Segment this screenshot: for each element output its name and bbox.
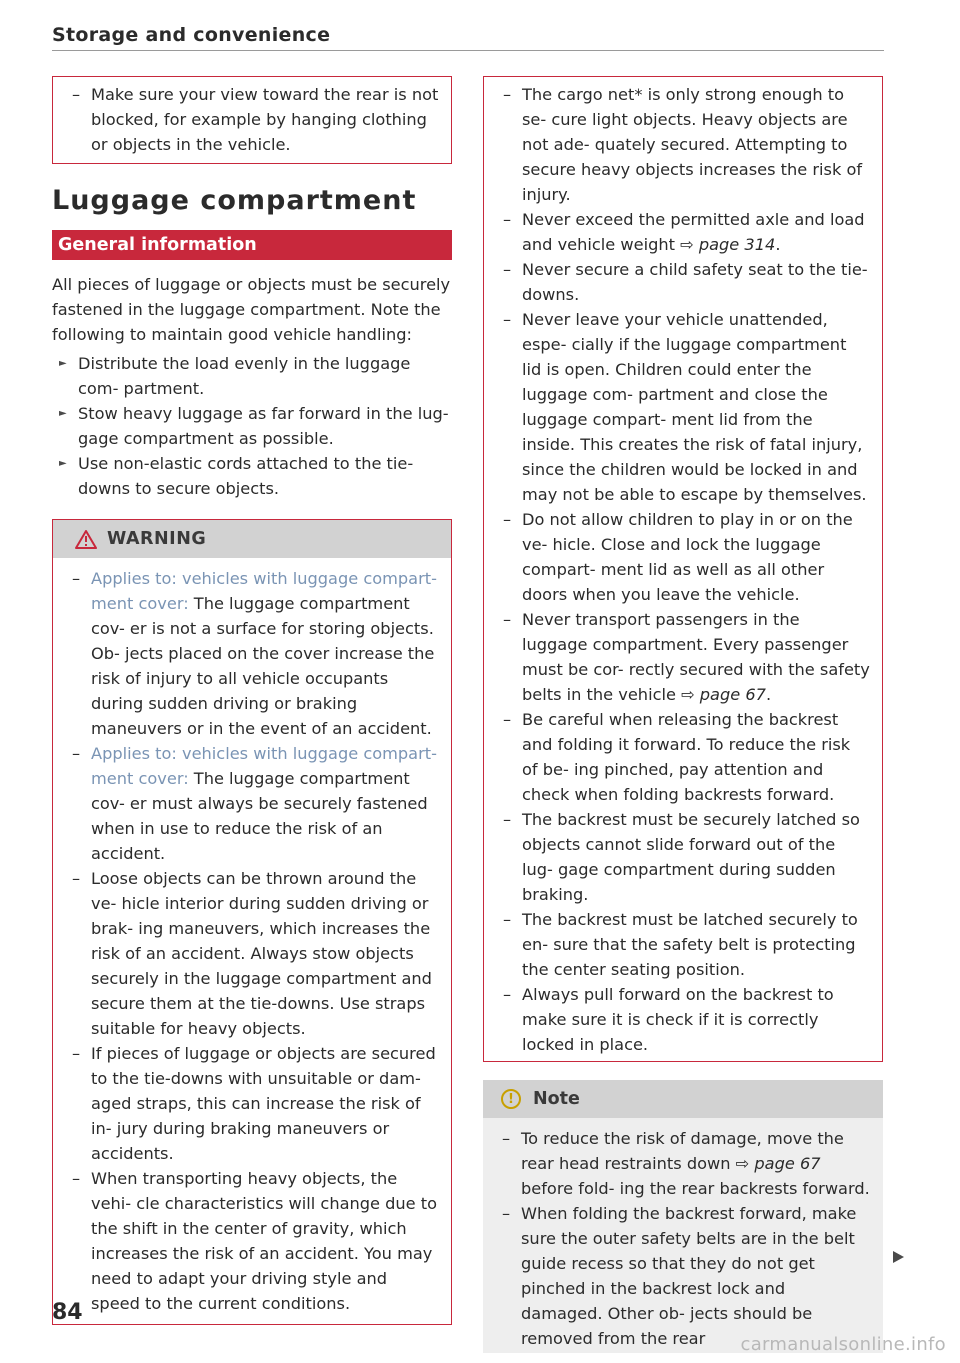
list-item (496, 207, 870, 257)
note-body (483, 1118, 883, 1353)
left-column (52, 76, 452, 1325)
warning-header (53, 520, 451, 558)
list-item: ► Use non-elastic cords attached to the tie-downs to secure objects. (52, 451, 452, 501)
list-item-text: . (765, 685, 772, 704)
list-item (495, 1126, 871, 1201)
running-header: Storage and convenience (52, 24, 331, 46)
list-item-text: The luggage compartment cov- er is not a surface for storing objects. Ob- jects placed on the cover increase the risk of injury to all vehicle occupants during sudden driving or braking maneuvers or in the event of an accident. (91, 594, 435, 738)
continued-arrow-icon (893, 1251, 904, 1263)
list-item-text: . (775, 235, 781, 254)
list-item: – The cargo net* is only strong enough to se- cure light objects. Heavy objects are not ade- quately secured. Attempting to secure heavy objects increases the risk of injury. (496, 82, 870, 207)
page-number: 84 (52, 1300, 83, 1325)
applies-to-label: Applies to: vehicles with luggage compart- ment cover: (91, 569, 437, 613)
list-item: – Never leave your vehicle unattended, espe- cially if the luggage compartment lid is open. Children could enter the luggage com- partment and close the luggage compart- ment lid from the inside. This creates the risk of fatal injury, since the children would be locked in and may not be able to escape by themselves. (496, 307, 870, 507)
right-column (483, 76, 883, 1353)
list-item: – Make sure your view toward the rear is not blocked, for example by hanging clothing or objects in the vehicle. (65, 82, 439, 157)
top-caution-box (52, 76, 452, 164)
list-item-text: Never exceed the permitted axle and load and vehicle weight (522, 210, 865, 254)
list-item: – The backrest must be latched securely to en- sure that the safety belt is protecting the center seating position. (496, 907, 870, 982)
note-header (483, 1080, 883, 1118)
warning-box (52, 519, 452, 1325)
list-item-text: The luggage compartment cov- er must always be securely fastened when in use to reduce the risk of an accident. (91, 769, 428, 863)
bullet-list (52, 351, 452, 501)
subsection-title: General information (52, 230, 452, 260)
warning-title: WARNING (107, 528, 207, 549)
list-item-text: Never transport passengers in the luggage compartment. Every passenger must be cor- rectly secured with the safety belts in the vehicle (522, 610, 870, 704)
list-item: – Loose objects can be thrown around the ve- hicle interior during sudden driving or brak- ing maneuvers, which increases the risk of an accident. Always stow objects securely in the luggage compartment and secure them at the tie-downs. Use straps suitable for heavy objects. (65, 866, 439, 1041)
applies-to-label: Applies to: vehicles with luggage compart- ment cover: (91, 744, 437, 788)
page-reference-link[interactable]: ⇨ page 67 (681, 685, 766, 704)
warning-triangle-icon (75, 529, 97, 549)
list-item: – When folding the backrest forward, make sure the outer safety belts are in the belt guide recess so that they do not get pinched in the backrest lock and damaged. Other ob- jects should be removed from the rear (495, 1201, 871, 1351)
list-item: ► Stow heavy luggage as far forward in the lug- gage compartment as possible. (52, 401, 452, 451)
list-item: ► Distribute the load evenly in the luggage com- partment. (52, 351, 452, 401)
page-reference-link[interactable]: ⇨ page 67 (735, 1154, 821, 1173)
list-item-text: before fold- ing the rear backrests forward. (521, 1179, 870, 1198)
warning-body (53, 558, 451, 1324)
header-divider (52, 50, 884, 51)
list-item: – Be careful when releasing the backrest and folding it forward. To reduce the risk of be- ing pinched, pay attention and check when folding backrests forward. (496, 707, 870, 807)
list-item: – Never secure a child safety seat to the tie- downs. (496, 257, 870, 307)
list-item: – When transporting heavy objects, the vehi- cle characteristics will change due to the shift in the center of gravity, which increases the risk of an accident. You may need to adapt your driving style and speed to the current conditions. (65, 1166, 439, 1316)
list-item-text: To reduce the risk of damage, move the rear head restraints down (521, 1129, 844, 1173)
list-item: – Do not allow children to play in or on the ve- hicle. Close and lock the luggage compart- ment lid as well as all other doors when you leave the vehicle. (496, 507, 870, 607)
list-item (496, 607, 870, 707)
list-item: – The backrest must be securely latched so objects cannot slide forward out of the lug- gage compartment during sudden braking. (496, 807, 870, 907)
list-item (65, 566, 439, 741)
warning-continuation-box (483, 76, 883, 1062)
watermark: carmanualsonline.info (740, 1334, 946, 1355)
page-reference-link[interactable]: ⇨ page 314 (680, 235, 776, 254)
exclamation-circle-icon: ! (501, 1089, 521, 1109)
note-title: Note (533, 1088, 580, 1109)
list-item: – Always pull forward on the backrest to make sure it is check if it is correctly locked in place. (496, 982, 870, 1057)
note-box (483, 1080, 883, 1353)
intro-paragraph: All pieces of luggage or objects must be securely fastened in the luggage compartment. Note the following to maintain good vehicle handling: (52, 275, 451, 344)
list-item (65, 741, 439, 866)
section-title: Luggage compartment (52, 185, 417, 216)
list-item: – If pieces of luggage or objects are secured to the tie-downs with unsuitable or dam- aged straps, this can increase the risk of in- jury during braking maneuvers or accidents. (65, 1041, 439, 1166)
